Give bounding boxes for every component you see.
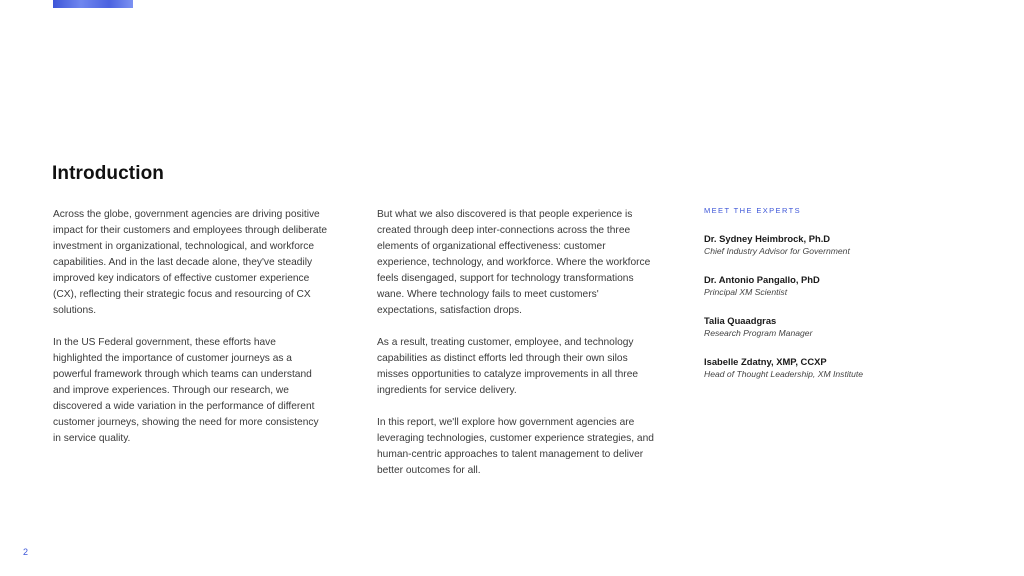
intro-column-1: [53, 207, 328, 447]
paragraph: In the US Federal government, these efforts have highlighted the importance of customer journeys as a powerful framework through which teams can understand and improve experiences. Through our research, we discovered a wide variation in the performance of different customer journeys, showing the need for more consistency in service quality.: [53, 337, 319, 444]
experts-label: MEET THE EXPERTS: [704, 206, 802, 215]
paragraph: As a result, treating customer, employee, and technology capabilities as distinct efforts led through their own silos misses opportunities to catalyze improvements in all three ingredients for service delivery.: [377, 337, 639, 396]
expert-name: Dr. Sydney Heimbrock, Ph.D: [704, 233, 831, 244]
paragraph: Across the globe, government agencies are driving positive impact for their customers and employees through deliberate investment in organizational, technological, and workforce capabilities. And in the last decade alone, they've steadily improved key indicators of effective customer experience (CX), reflecting their strategic focus and resourcing of CX solutions.: [53, 209, 328, 316]
expert-title: Head of Thought Leadership, XM Institute: [704, 369, 864, 379]
expert-item: [704, 314, 1004, 340]
expert-item: [704, 355, 1004, 381]
intro-column-2: [377, 207, 657, 479]
paragraph: But what we also discovered is that people experience is created through deep inter-connections across the three elements of organizational effectiveness: customer experience, technology, and workforce. Where the workforce feels disengaged, support for technology transformations wane. Where technology fails to meet customers' expectations, satisfaction drops.: [377, 209, 651, 316]
expert-item: [704, 273, 1004, 299]
expert-title: Research Program Manager: [704, 328, 813, 338]
expert-title: Chief Industry Advisor for Government: [704, 246, 850, 256]
top-decorative-strip: [53, 0, 133, 8]
page-number: 2: [23, 547, 29, 557]
page-title: Introduction: [52, 163, 165, 184]
expert-name: Dr. Antonio Pangallo, PhD: [704, 274, 820, 285]
expert-title: Principal XM Scientist: [704, 287, 788, 297]
expert-name: Isabelle Zdatny, XMP, CCXP: [704, 356, 827, 367]
expert-item: [704, 232, 1004, 258]
experts-section: [704, 206, 1004, 396]
paragraph: In this report, we'll explore how government agencies are leveraging technologies, customer experience strategies, and human-centric approaches to talent management to deliver better outcomes for all.: [377, 417, 654, 476]
expert-name: Talia Quaadgras: [704, 315, 777, 326]
